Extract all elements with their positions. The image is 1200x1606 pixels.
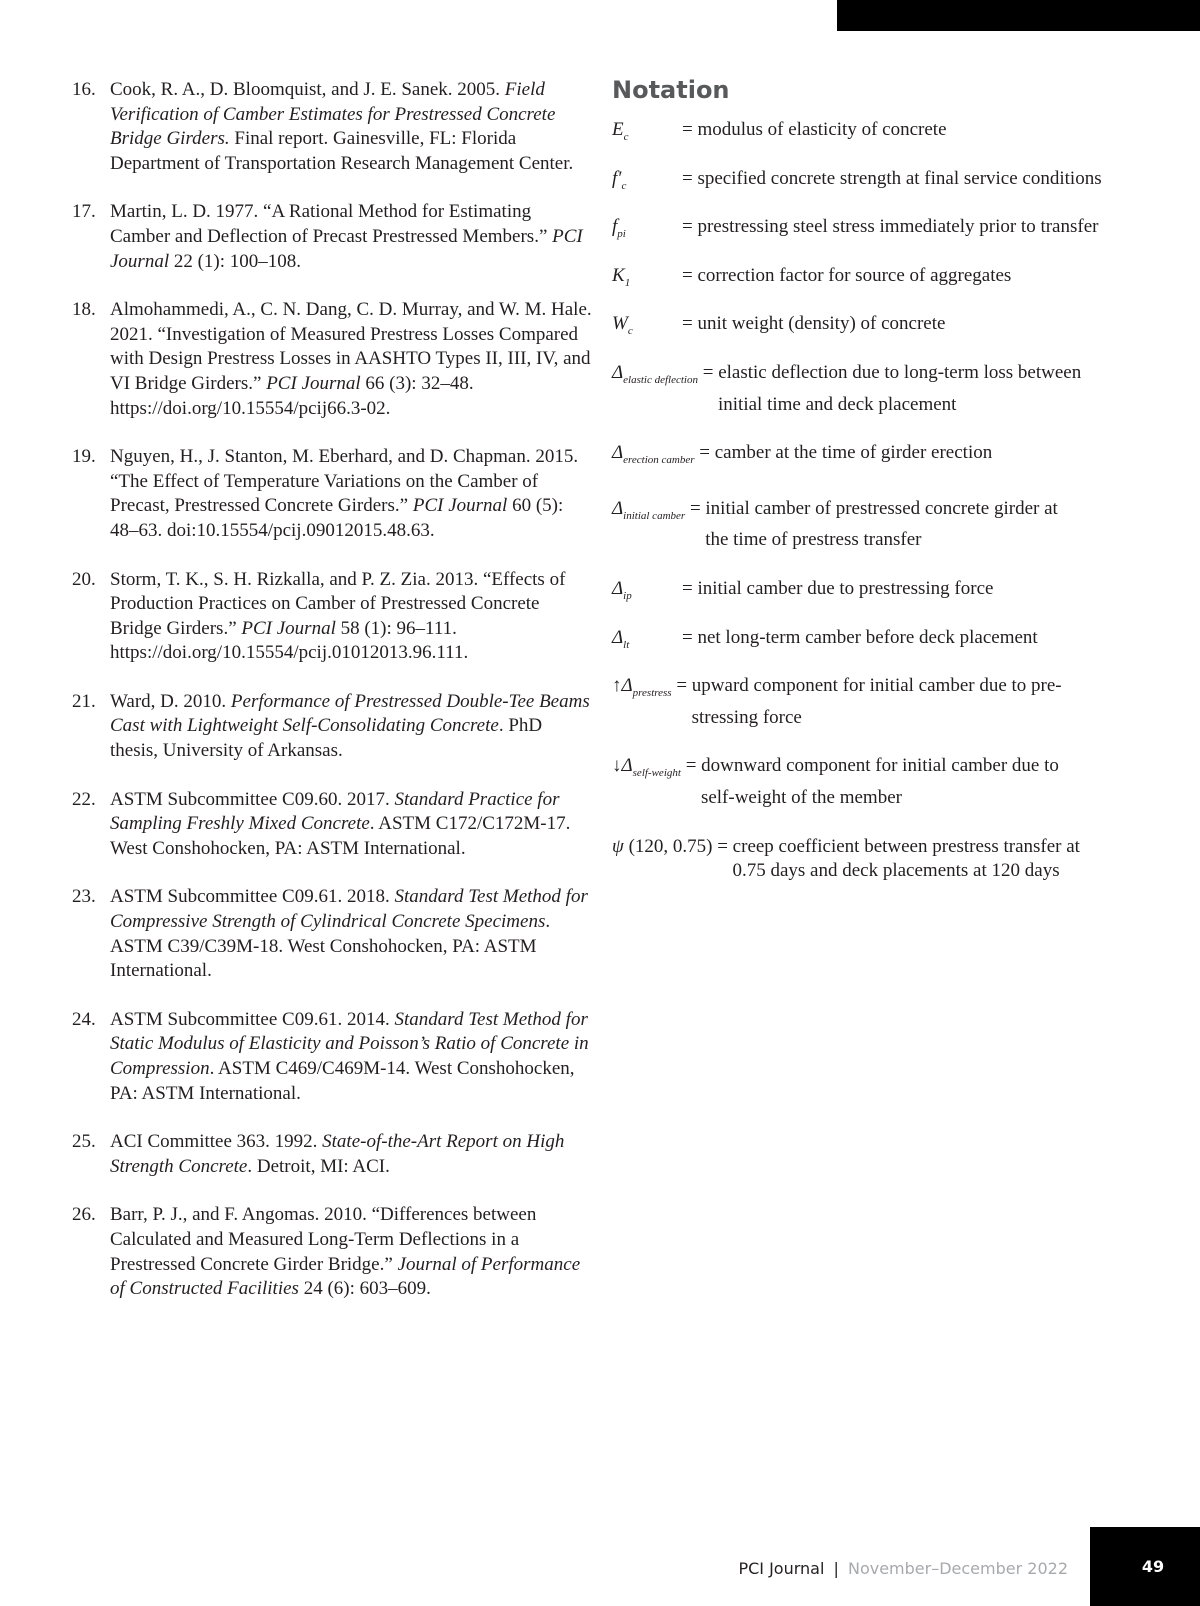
reference-list xyxy=(72,78,592,1326)
reference-title: Field Verification of Camber Estimates for Prestressed Concrete Bridge Girders. xyxy=(110,79,556,150)
reference-number: 16. xyxy=(72,79,96,100)
reference-title: Journal of Performance of Constructed Facilities xyxy=(110,1253,581,1300)
reference-text: Ward, D. 2010. xyxy=(110,690,231,712)
reference-item xyxy=(72,1130,592,1179)
notation-symbol xyxy=(612,361,698,386)
reference-text: ASTM Subcommittee C09.60. 2017. xyxy=(110,788,395,810)
arrow-up-icon: ↑ xyxy=(612,675,622,697)
reference-text: . ASTM C469/C469M-14. West Conshohocken, PA: ASTM International. xyxy=(110,1058,575,1104)
symbol-base: Δ xyxy=(612,497,624,519)
notation-symbol xyxy=(612,755,681,780)
reference-text: Storm, T. K., S. H. Rizkalla, and P. Z. Zia. 2013. “Effects of Production Practices on Camber of Prestressed Concrete Bridge Girders.” xyxy=(110,568,566,639)
notation-item xyxy=(612,441,1132,473)
reference-item xyxy=(72,788,592,862)
notation-symbol xyxy=(612,167,626,199)
definition-continuation: 0.75 days and deck placements at 120 days xyxy=(732,860,1060,882)
symbol-subscript: elastic deflection xyxy=(623,373,698,386)
definition-line: = unit weight (density) of concrete xyxy=(682,313,946,335)
notation-section xyxy=(612,74,1132,908)
reference-number: 23. xyxy=(72,886,96,908)
notation-title: Notation xyxy=(612,76,730,104)
reference-text: 24 (6): 603–609. xyxy=(298,1278,431,1300)
symbol-base: Δ xyxy=(621,755,633,777)
reference-text: . ASTM C39/C39M-18. West Conshohocken, PA: ASTM International. xyxy=(110,911,551,982)
notation-item xyxy=(612,835,1132,884)
symbol-base: K xyxy=(612,264,625,286)
definition-line: = creep coefficient between prestress transfer at xyxy=(717,835,1080,857)
symbol-subscript: c xyxy=(627,325,633,338)
notation-definition xyxy=(612,441,1132,473)
definition-line: = modulus of elasticity of concrete xyxy=(682,119,947,140)
symbol-argument: (120, 0.75) xyxy=(623,835,713,857)
reference-item xyxy=(72,445,592,543)
reference-title: Standard Test Method for Static Modulus of Elasticity and Poisson’s Ratio of Concrete in Compression xyxy=(110,1008,589,1079)
reference-item xyxy=(72,690,592,764)
symbol-subscript: c xyxy=(621,179,627,192)
definition-line: = net long-term camber before deck placement xyxy=(682,626,1038,648)
notation-list xyxy=(612,118,1132,884)
reference-number: 18. xyxy=(72,299,96,321)
definition-line: = prestressing steel stress immediately prior to transfer xyxy=(682,216,1099,238)
definition-continuation: stressing force xyxy=(691,706,802,728)
reference-text: 60 (5): 48–63. doi:10.15554/pcij.09012015.48.63. xyxy=(110,495,564,541)
symbol-subscript: initial camber xyxy=(623,509,686,522)
symbol-base: Δ xyxy=(612,626,624,648)
reference-number: 21. xyxy=(72,690,96,712)
reference-text: Martin, L. D. 1977. “A Rational Method for Estimating Camber and Deflection of Precast Prestressed Members.” xyxy=(110,201,553,247)
reference-item xyxy=(72,885,592,983)
notation-item xyxy=(612,264,1132,289)
notation-symbol xyxy=(612,497,686,522)
reference-text: Final report. Gainesville, FL: Florida Department of Transportation Research Management Center. xyxy=(110,128,574,174)
reference-text: 58 (1): 96–111. https://doi.org/10.15554/pcij.01012013.96.111. xyxy=(110,617,469,664)
symbol-subscript: self-weight xyxy=(632,767,681,780)
reference-title: PCI Journal xyxy=(266,372,361,394)
notation-definition xyxy=(612,215,1132,240)
reference-title: State-of-the-Art Report on High Strength Concrete xyxy=(110,1131,565,1177)
notation-item xyxy=(612,118,1132,143)
symbol-base: E xyxy=(612,119,624,140)
notation-definition xyxy=(612,835,1132,884)
symbol-subscript: lt xyxy=(623,638,630,651)
symbol-base: Δ xyxy=(612,361,624,383)
notation-item xyxy=(612,215,1132,240)
notation-item xyxy=(612,361,1132,417)
reference-item xyxy=(72,78,592,176)
notation-item xyxy=(612,674,1132,730)
definition-continuation: initial time and deck placement xyxy=(718,393,957,415)
reference-text: . Detroit, MI: ACI. xyxy=(247,1155,390,1177)
notation-symbol xyxy=(612,215,626,247)
notation-item xyxy=(612,497,1132,553)
page-number: 49 xyxy=(1141,1557,1165,1576)
reference-text: . ASTM C172/C172M-17. West Conshohocken, PA: ASTM International. xyxy=(110,813,571,859)
reference-text: Cook, R. A., D. Bloomquist, and J. E. Sanek. 2005. xyxy=(110,79,505,100)
reference-title: Performance of Prestressed Double-Tee Beams Cast with Lightweight Self-Consolidating Concrete xyxy=(110,690,590,737)
notation-definition xyxy=(612,118,1132,143)
definition-line: = camber at the time of girder erection xyxy=(699,442,993,464)
reference-text: Barr, P. J., and F. Angomas. 2010. “Differences between Calculated and Measured Long-Term Deflections in a Prestressed Concrete Girder Bridge.” xyxy=(110,1204,537,1275)
notation-symbol xyxy=(612,675,672,700)
reference-text: ASTM Subcommittee C09.61. 2014. xyxy=(110,1008,395,1030)
definition-line: = correction factor for source of aggregates xyxy=(682,264,1012,286)
symbol-base: W xyxy=(612,313,628,335)
notation-symbol xyxy=(612,577,632,609)
reference-number: 24. xyxy=(72,1008,96,1030)
symbol-subscript: pi xyxy=(617,228,626,241)
symbol-base: Δ xyxy=(621,675,633,697)
notation-definition xyxy=(612,264,1132,289)
notation-symbol xyxy=(612,442,695,467)
reference-text: 66 (3): 32–48. https://doi.org/10.15554/pcij66.3-02. xyxy=(110,372,474,419)
reference-item xyxy=(72,568,592,666)
reference-text: Almohammedi, A., C. N. Dang, C. D. Murray, and W. M. Hale. 2021. “Investigation of Measured Prestress Losses Compared with Design Prestress Losses in AASHTO Types II, III, IV, and VI Bridge Girders.” xyxy=(110,299,592,394)
definition-continuation: the time of prestress transfer xyxy=(705,529,922,551)
notation-symbol xyxy=(612,626,629,658)
footer-issue-date: November–December 2022 xyxy=(847,1559,1068,1578)
notation-definition xyxy=(612,577,1132,602)
reference-text: 22 (1): 100–108. xyxy=(169,250,302,272)
reference-text: . PhD thesis, University of Arkansas. xyxy=(110,715,543,762)
reference-number: 20. xyxy=(72,568,96,590)
footer-journal-name: PCI Journal xyxy=(738,1559,825,1578)
notation-symbol xyxy=(612,312,633,344)
notation-definition xyxy=(612,674,1132,730)
reference-number: 22. xyxy=(72,788,96,810)
symbol-subscript: erection camber xyxy=(623,454,695,467)
reference-text: Nguyen, H., J. Stanton, M. Eberhard, and D. Chapman. 2015. “The Effect of Temperature Variations on the Camber of Precast, Prestressed Concrete Girders.” xyxy=(110,446,579,517)
reference-text: ASTM Subcommittee C09.61. 2018. xyxy=(110,886,395,908)
top-black-bar xyxy=(837,0,1200,31)
notation-definition xyxy=(612,312,1132,337)
reference-number: 19. xyxy=(72,446,96,468)
notation-definition xyxy=(612,167,1132,192)
reference-number: 25. xyxy=(72,1131,96,1153)
symbol-subscript: prestress xyxy=(632,687,672,700)
definition-continuation: self-weight of the member xyxy=(700,786,902,808)
page-number-box xyxy=(1090,1527,1200,1606)
reference-item xyxy=(72,200,592,274)
arrow-down-icon: ↓ xyxy=(612,755,622,777)
symbol-subscript: c xyxy=(623,131,629,143)
notation-symbol xyxy=(612,118,629,150)
reference-title: PCI Journal xyxy=(110,225,583,272)
notation-item xyxy=(612,754,1132,810)
symbol-subscript: ip xyxy=(623,589,632,602)
reference-item xyxy=(72,1008,592,1106)
symbol-base: f′ xyxy=(612,167,622,189)
reference-number: 17. xyxy=(72,201,96,223)
page-footer xyxy=(738,1556,1068,1582)
definition-line: = specified concrete strength at final service conditions xyxy=(682,167,1102,189)
notation-definition xyxy=(612,626,1132,651)
reference-title: Standard Practice for Sampling Freshly Mixed Concrete xyxy=(110,788,560,835)
symbol-base: ψ xyxy=(612,835,624,857)
reference-text: ACI Committee 363. 1992. xyxy=(110,1131,323,1153)
definition-line: = initial camber of prestressed concrete girder at xyxy=(689,497,1058,519)
symbol-subscript: 1 xyxy=(624,276,631,289)
symbol-base: Δ xyxy=(612,577,624,599)
reference-title: PCI Journal xyxy=(412,495,508,517)
notation-item xyxy=(612,577,1132,602)
definition-line: = upward component for initial camber due to pre- xyxy=(676,675,1062,697)
footer-separator: | xyxy=(833,1559,839,1578)
notation-definition xyxy=(612,497,1132,553)
definition-line: = downward component for initial camber due to xyxy=(685,755,1059,777)
notation-item xyxy=(612,167,1132,192)
reference-item xyxy=(72,298,592,421)
notation-symbol xyxy=(612,836,712,857)
notation-definition xyxy=(612,754,1132,810)
definition-line: = initial camber due to prestressing force xyxy=(682,577,994,599)
definition-line: = elastic deflection due to long-term loss between xyxy=(702,361,1082,383)
symbol-base: Δ xyxy=(612,442,624,464)
reference-title: Standard Test Method for Compressive Strength of Cylindrical Concrete Specimens xyxy=(110,886,588,933)
reference-item xyxy=(72,1203,592,1301)
reference-number: 26. xyxy=(72,1204,96,1226)
notation-item xyxy=(612,626,1132,651)
reference-title: PCI Journal xyxy=(241,617,336,639)
notation-definition xyxy=(612,361,1132,417)
notation-symbol xyxy=(612,264,630,296)
symbol-base: f xyxy=(612,216,618,238)
notation-item xyxy=(612,312,1132,337)
